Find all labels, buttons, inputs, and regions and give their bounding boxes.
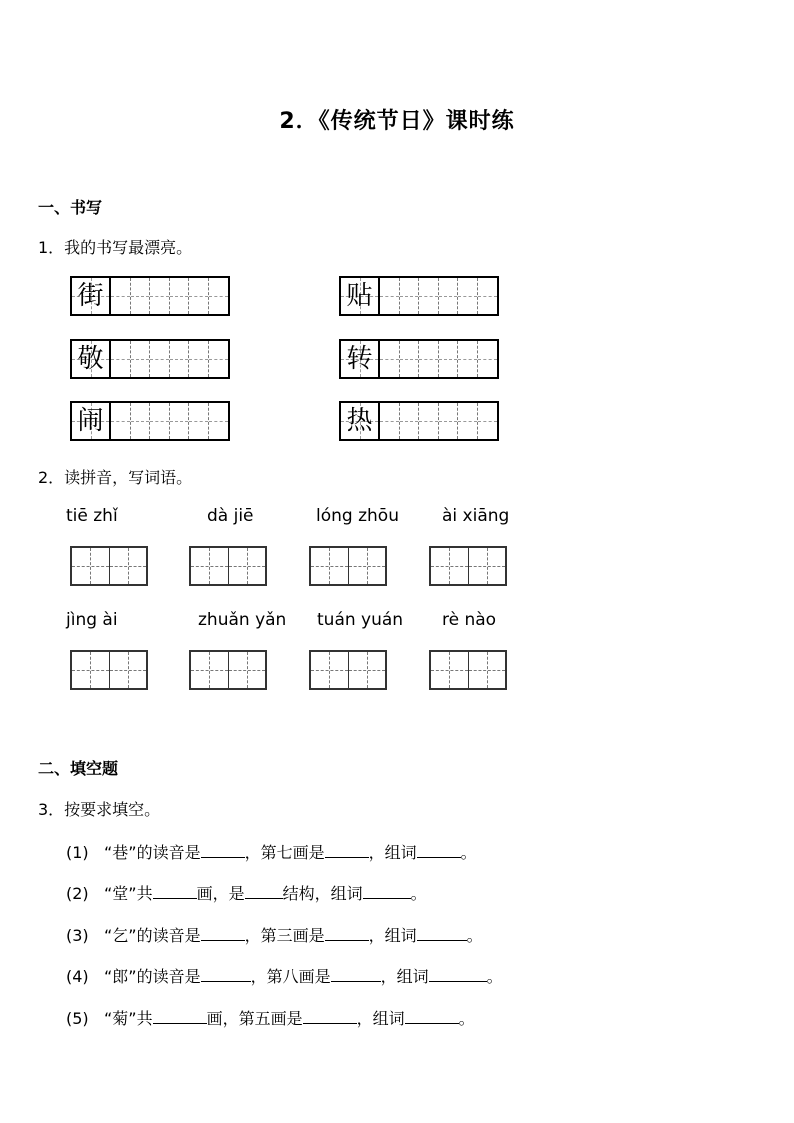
section-heading-fill-blank: 二、填空题 [38,759,119,778]
item-number: (1) [66,843,89,862]
answer-blank[interactable] [429,965,487,982]
item-text: ，组词 [356,1009,405,1028]
answer-grid[interactable] [189,546,267,586]
answer-blank[interactable] [303,1007,357,1024]
practice-cell[interactable] [380,403,400,439]
item-number: (3) [66,926,89,945]
grid-cell[interactable] [431,652,469,688]
practice-cell[interactable] [170,403,190,439]
item-number: (4) [66,967,89,986]
question-1-prompt: 1．我的书写最漂亮。 [38,238,193,257]
practice-cell[interactable] [170,278,190,314]
item-text: “乞”的读音是 [104,926,201,945]
model-character: 贴 [341,278,380,314]
grid-cell[interactable] [229,652,266,688]
fill-item [66,881,427,904]
practice-cell[interactable] [380,341,400,377]
model-character: 街 [72,278,111,314]
practice-cell[interactable] [209,278,228,314]
practice-cell[interactable] [150,403,170,439]
practice-cell[interactable] [111,278,131,314]
practice-cell[interactable] [150,278,170,314]
model-character: 转 [341,341,380,377]
practice-cell[interactable] [419,278,439,314]
grid-cell[interactable] [191,652,229,688]
grid-cell[interactable] [72,548,110,584]
practice-cell[interactable] [458,403,478,439]
grid-cell[interactable] [349,548,386,584]
practice-cell[interactable] [189,341,209,377]
answer-grid[interactable] [309,546,387,586]
pinyin-label: jìng ài [66,610,118,630]
item-text: ，第七画是 [244,843,325,862]
answer-blank[interactable] [153,1007,207,1024]
practice-cell[interactable] [400,403,420,439]
practice-cell[interactable] [150,341,170,377]
item-text: “郎”的读音是 [104,967,201,986]
answer-grid[interactable] [70,650,148,690]
writing-grid[interactable] [339,401,499,441]
item-text: 画，第五画是 [206,1009,303,1028]
item-number: (2) [66,884,89,903]
item-text: “巷”的读音是 [104,843,201,862]
answer-blank[interactable] [325,841,369,858]
item-text: “菊”共 [104,1009,153,1028]
grid-cell[interactable] [311,652,349,688]
pinyin-label: rè nào [442,610,497,630]
practice-cell[interactable] [209,341,228,377]
grid-cell[interactable] [72,652,110,688]
grid-cell[interactable] [229,548,266,584]
practice-cell[interactable] [439,403,459,439]
answer-blank[interactable] [201,924,245,941]
practice-cell[interactable] [478,278,497,314]
practice-cell[interactable] [189,278,209,314]
grid-cell[interactable] [311,548,349,584]
grid-cell[interactable] [191,548,229,584]
pinyin-label: zhuǎn yǎn [198,610,287,630]
answer-blank[interactable] [153,882,197,899]
practice-cell[interactable] [131,341,151,377]
answer-grid[interactable] [70,546,148,586]
question-3-prompt: 3．按要求填空。 [38,800,161,819]
page-title: 2．《传统节日》课时练 [279,109,515,134]
answer-blank[interactable] [201,841,245,858]
pinyin-label: tiē zhǐ [66,506,118,526]
practice-cell[interactable] [131,278,151,314]
pinyin-label: ài xiāng [442,506,510,526]
answer-grid[interactable] [429,650,507,690]
item-text: 。 [466,926,483,945]
practice-cell[interactable] [400,278,420,314]
item-text: 。 [458,1009,475,1028]
model-character: 热 [341,403,380,439]
pinyin-label: dà jiē [207,506,254,526]
answer-grid[interactable] [309,650,387,690]
grid-cell[interactable] [469,548,506,584]
item-text: 画，是 [196,884,245,903]
grid-cell[interactable] [469,652,506,688]
practice-cell[interactable] [400,341,420,377]
practice-cell[interactable] [439,278,459,314]
practice-cell[interactable] [419,341,439,377]
writing-grid[interactable] [339,276,499,316]
item-text: ，组词 [368,843,417,862]
practice-cell[interactable] [478,341,497,377]
fill-item [66,1006,475,1029]
answer-blank[interactable] [417,841,461,858]
fill-item [66,964,503,987]
writing-grid[interactable] [70,401,230,441]
grid-cell[interactable] [431,548,469,584]
answer-grid[interactable] [429,546,507,586]
practice-cell[interactable] [131,403,151,439]
answer-blank[interactable] [325,924,369,941]
question-2-prompt: 2．读拼音，写词语。 [38,468,193,487]
answer-blank[interactable] [363,882,411,899]
practice-cell[interactable] [170,341,190,377]
item-text: 结构，组词 [282,884,363,903]
section-heading-writing: 一、书写 [38,198,103,217]
item-text: 。 [486,967,503,986]
item-text: ，第八画是 [250,967,331,986]
item-text: ，第三画是 [244,926,325,945]
practice-cell[interactable] [458,278,478,314]
grid-cell[interactable] [110,652,147,688]
practice-cell[interactable] [439,341,459,377]
fill-item [66,840,477,863]
practice-cell[interactable] [380,278,400,314]
grid-cell[interactable] [110,548,147,584]
item-text: 。 [410,884,427,903]
writing-grid[interactable] [70,276,230,316]
practice-cell[interactable] [189,403,209,439]
practice-cell[interactable] [209,403,228,439]
writing-grid[interactable] [339,339,499,379]
model-character: 敬 [72,341,111,377]
fill-item [66,923,483,946]
item-text: 。 [460,843,477,862]
answer-blank[interactable] [405,1007,459,1024]
answer-blank[interactable] [201,965,251,982]
grid-cell[interactable] [349,652,386,688]
answer-blank[interactable] [417,924,467,941]
practice-cell[interactable] [419,403,439,439]
practice-cell[interactable] [111,403,131,439]
item-text: ，组词 [380,967,429,986]
writing-grid[interactable] [70,339,230,379]
item-text: ，组词 [368,926,417,945]
answer-blank[interactable] [331,965,381,982]
practice-cell[interactable] [458,341,478,377]
practice-cell[interactable] [478,403,497,439]
item-text: “堂”共 [104,884,153,903]
practice-cell[interactable] [111,341,131,377]
model-character: 闹 [72,403,111,439]
pinyin-label: tuán yuán [317,610,404,630]
answer-blank[interactable] [245,882,283,899]
answer-grid[interactable] [189,650,267,690]
item-number: (5) [66,1009,89,1028]
pinyin-label: lóng zhōu [316,506,399,526]
